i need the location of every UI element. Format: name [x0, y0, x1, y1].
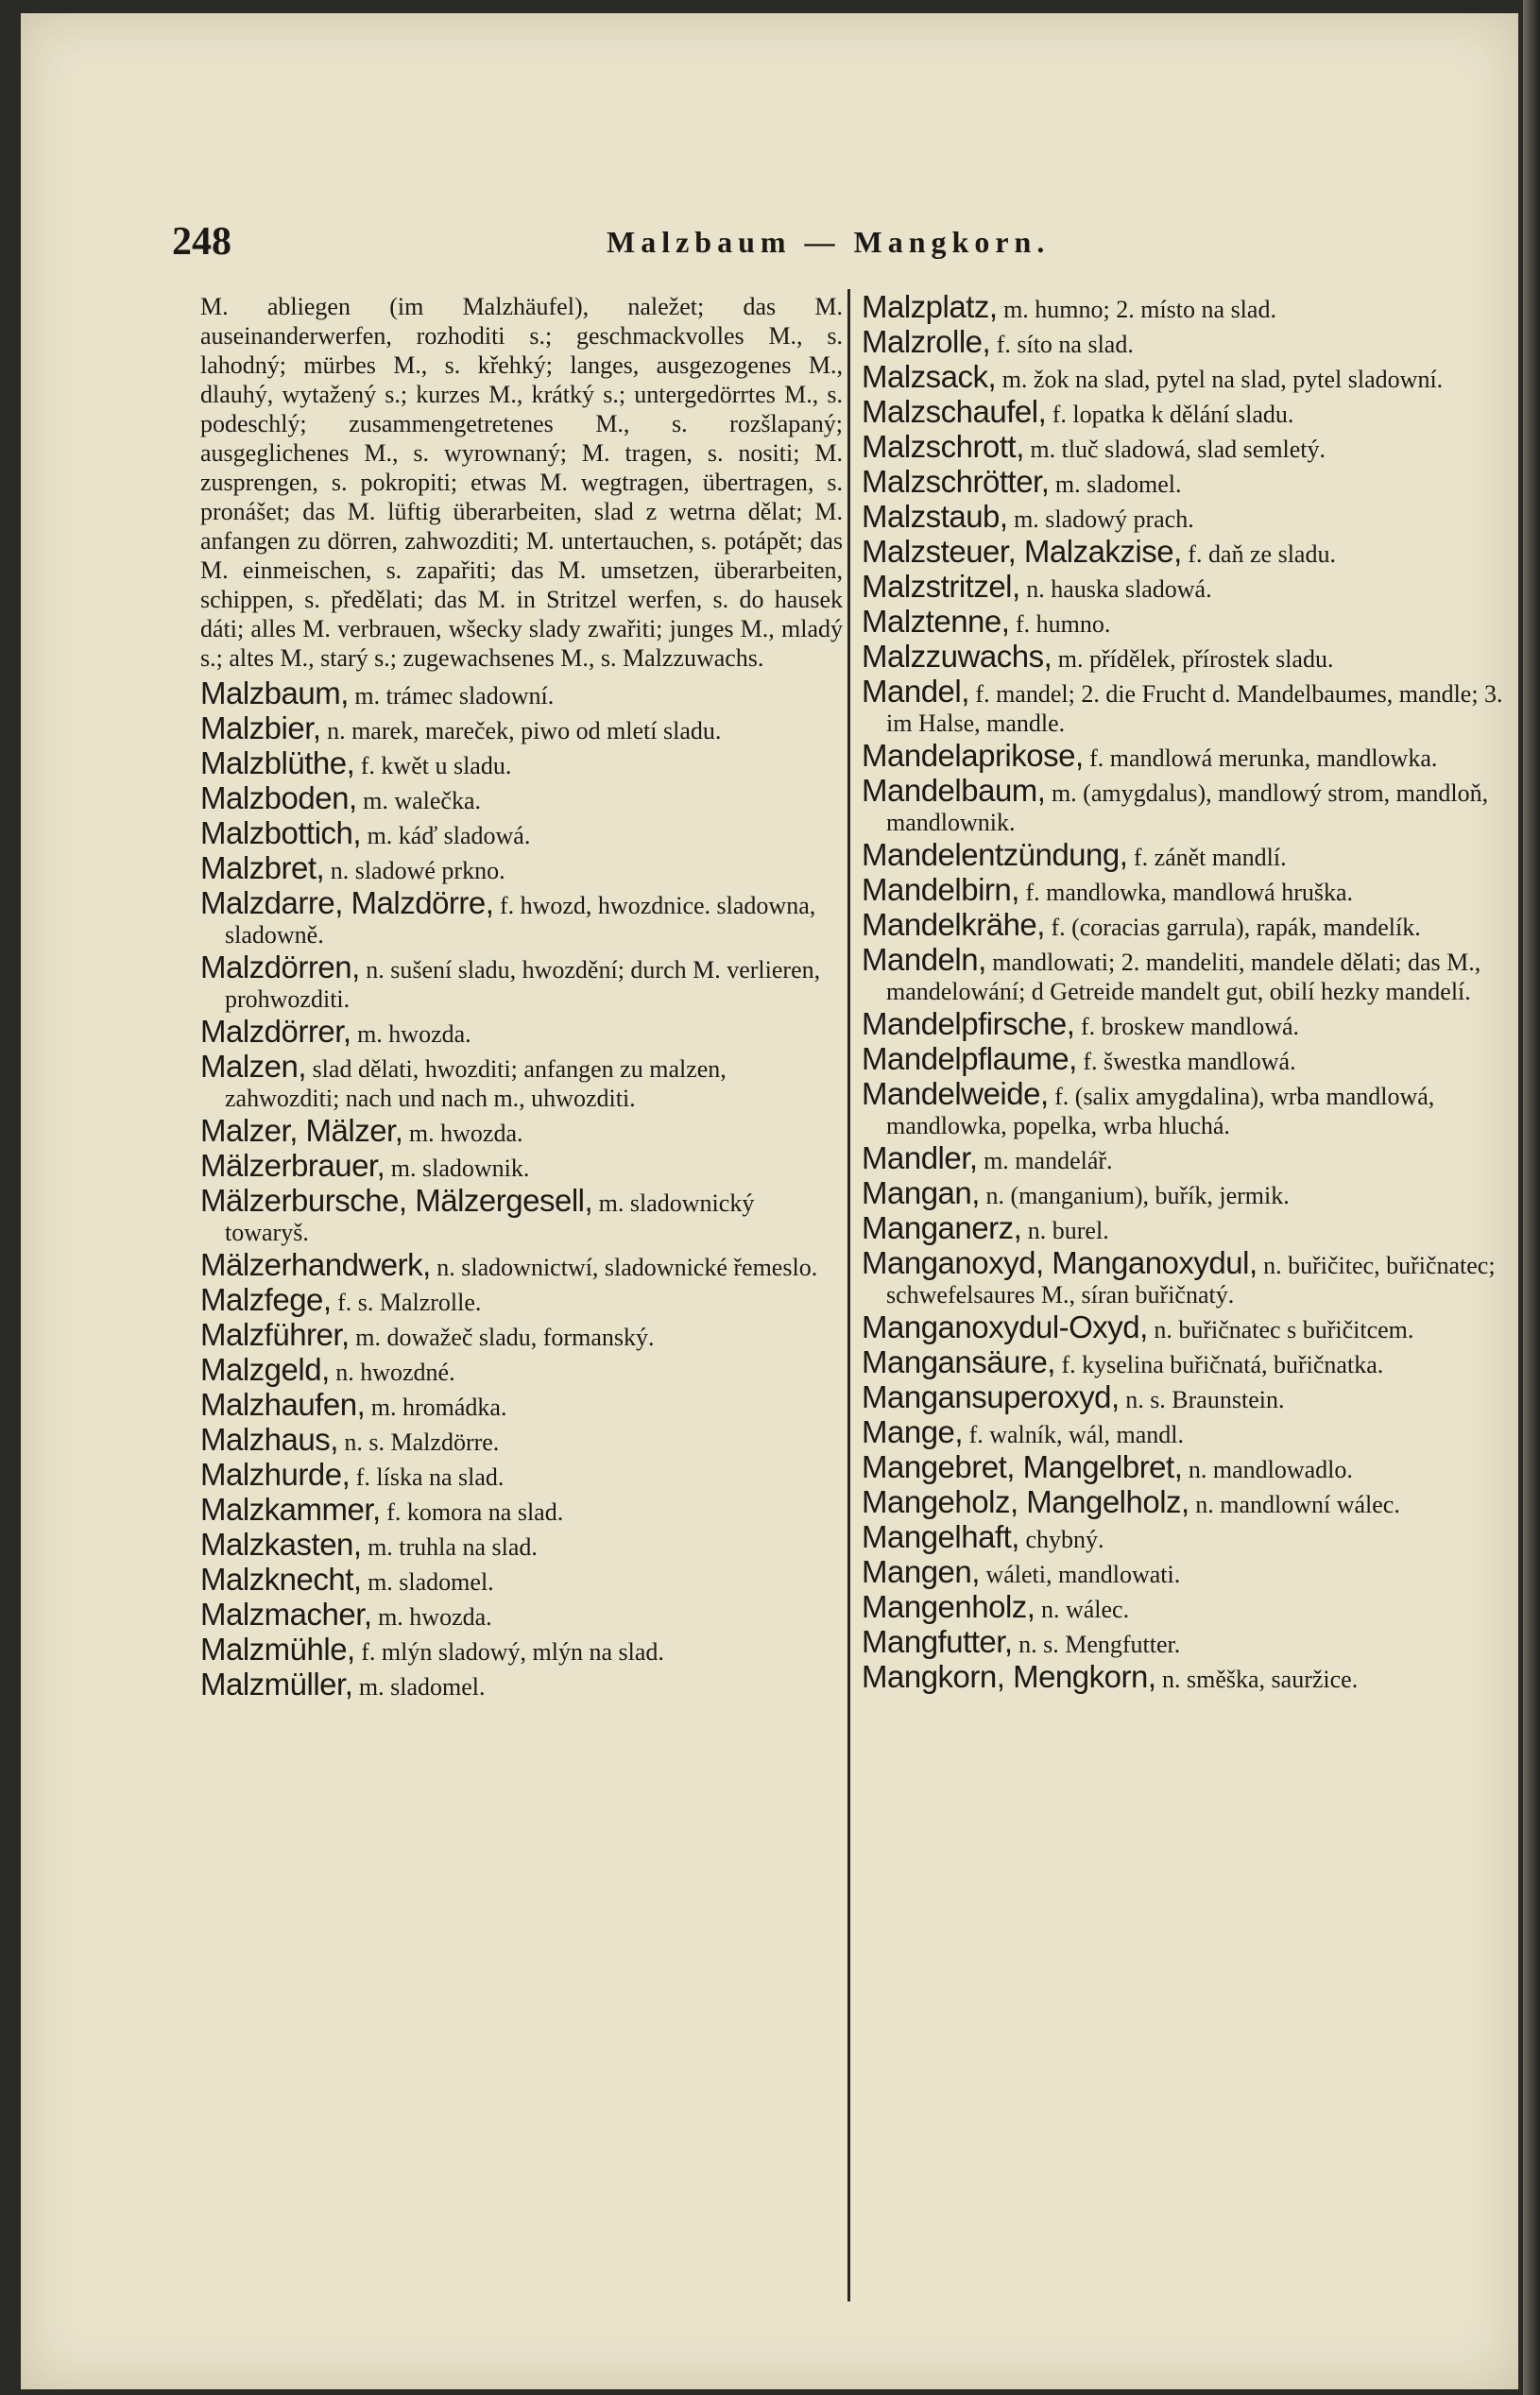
entry-definition: f. lopatka k dělání sladu. — [1052, 401, 1294, 428]
entry-definition: m. sladownický towaryš. — [225, 1189, 755, 1246]
entry-headword: Malzführer, — [200, 1317, 350, 1352]
dictionary-entry — [862, 604, 1504, 639]
dictionary-entry — [862, 872, 1504, 907]
entry-definition: n. s. Malzdörre. — [344, 1428, 500, 1456]
entry-headword: Manganoxydul-Oxyd, — [862, 1309, 1148, 1344]
dictionary-entry — [200, 850, 843, 885]
dictionary-entry — [862, 394, 1504, 429]
entry-headword: Manganerz, — [862, 1210, 1022, 1245]
dictionary-entry — [862, 1140, 1504, 1175]
entry-headword: Mangan, — [862, 1175, 980, 1210]
dictionary-entry — [200, 1282, 843, 1317]
entry-definition: f. mandel; 2. die Frucht d. Mandelbaumes, mandle; 3. im Halse, mandle. — [886, 680, 1503, 737]
entry-definition: n. směška, sauržice. — [1162, 1666, 1359, 1693]
dictionary-entry — [200, 1317, 843, 1352]
entry-headword: Mandelbaum, — [862, 773, 1046, 808]
entry-definition: slad dělati, hwozditi; anfangen zu malzen, zahwozditi; nach und nach m., uhwozditi. — [225, 1055, 727, 1112]
entry-headword: Mandeln, — [862, 942, 986, 977]
entry-definition: n. burel. — [1027, 1217, 1109, 1244]
entry-headword: Mälzerbrauer, — [200, 1148, 385, 1183]
dictionary-entry — [200, 1352, 843, 1387]
dictionary-entry — [862, 942, 1504, 1006]
dictionary-entry — [862, 324, 1504, 359]
entry-headword: Malzstaub, — [862, 499, 1008, 534]
entry-definition: m. hwozda. — [378, 1603, 492, 1631]
dictionary-entry — [862, 639, 1504, 674]
entry-definition: m. přídělek, přírostek sladu. — [1057, 645, 1334, 673]
dictionary-entry — [200, 678, 843, 710]
entry-headword: Malzmüller, — [200, 1667, 353, 1702]
entry-definition: n. sušení sladu, hwozdění; durch M. verlieren, prohwozditi. — [225, 956, 821, 1013]
entry-definition: f. líska na slad. — [355, 1463, 505, 1491]
entry-definition: f. šwestka mandlowá. — [1083, 1048, 1296, 1075]
entry-headword: Malzbret, — [200, 850, 325, 885]
entry-definition: n. s. Braunstein. — [1125, 1386, 1285, 1413]
entry-definition: m. hwozda. — [408, 1120, 523, 1147]
dictionary-entry — [200, 1634, 843, 1667]
entry-headword: Malzbier, — [200, 710, 321, 745]
entry-headword: Malzknecht, — [200, 1562, 362, 1597]
dictionary-entry — [862, 1589, 1504, 1624]
dictionary-entry — [200, 885, 843, 949]
entry-headword: Mangkorn, Mengkorn, — [862, 1659, 1156, 1694]
entry-headword: Malzschrötter, — [862, 464, 1050, 499]
entry-definition: f. (salix amygdalina), wrba mandlowá, mandlowka, popelka, wrba hluchá. — [886, 1083, 1435, 1139]
entry-definition: n. hauska sladowá. — [1026, 575, 1212, 603]
right-entry-list — [862, 289, 1504, 1694]
dictionary-entry — [862, 464, 1504, 499]
dictionary-entry — [200, 1562, 843, 1597]
entry-definition: m. trámec sladowní. — [354, 682, 555, 710]
dictionary-entry — [200, 1049, 843, 1113]
entry-definition: n. mandlowní wálec. — [1195, 1491, 1400, 1518]
dictionary-entry — [200, 1113, 843, 1148]
entry-definition: f. kwět u sladu. — [360, 752, 512, 779]
entry-definition: f. mlýn sladowý, mlýn na slad. — [361, 1638, 664, 1666]
entry-definition: m. sladownik. — [390, 1155, 530, 1182]
entry-definition: m. žok na slad, pytel na slad, pytel sladowní. — [1001, 366, 1444, 393]
entry-headword: Malzzuwachs, — [862, 639, 1052, 674]
entry-headword: Malzsteuer, Malzakzise, — [862, 534, 1182, 569]
entry-headword: Mandelaprikose, — [862, 738, 1084, 773]
entry-headword: Malzboden, — [200, 780, 357, 815]
dictionary-entry — [200, 1492, 843, 1527]
entry-definition: n. (manganium), buřík, jermik. — [985, 1182, 1290, 1209]
entry-definition: chybný. — [1025, 1526, 1104, 1553]
entry-headword: Malztenne, — [862, 604, 1010, 639]
entry-definition: n. mandlowadlo. — [1188, 1456, 1353, 1483]
dictionary-entry — [862, 1554, 1504, 1589]
dictionary-entry — [200, 780, 843, 815]
entry-headword: Malzkammer, — [200, 1492, 381, 1527]
entry-headword: Mandelbirn, — [862, 872, 1019, 907]
entry-headword: Mandelentzündung, — [862, 837, 1128, 872]
entry-definition: m. sladomel. — [1054, 470, 1182, 498]
entry-headword: Mangansäure, — [862, 1344, 1055, 1379]
entry-headword: Mandelkrähe, — [862, 907, 1045, 942]
dictionary-entry — [200, 1597, 843, 1632]
dictionary-entry — [200, 1669, 843, 1702]
page-edge — [1523, 0, 1540, 2395]
entry-headword: Manganoxyd, Manganoxydul, — [862, 1245, 1258, 1280]
entry-headword: Malzkasten, — [200, 1527, 362, 1562]
entry-headword: Malzmacher, — [200, 1597, 372, 1632]
dictionary-entry — [200, 1527, 843, 1562]
entry-headword: Malzgeld, — [200, 1352, 330, 1387]
dictionary-entry — [862, 1624, 1504, 1659]
entry-definition: m. truhla na slad. — [368, 1533, 538, 1561]
entry-headword: Malzbaum, — [200, 676, 349, 710]
dictionary-page — [21, 13, 1518, 2389]
entry-headword: Mangeholz, Mangelholz, — [862, 1484, 1189, 1519]
dictionary-entry — [862, 1484, 1504, 1519]
dictionary-entry — [200, 1247, 843, 1282]
entry-definition: m. mandelář. — [984, 1147, 1113, 1174]
entry-definition: f. hwozd, hwozdnice. sladowna, sladowně. — [225, 892, 816, 949]
dictionary-entry — [862, 1076, 1504, 1140]
entry-definition: f. daň ze sladu. — [1188, 540, 1336, 568]
dictionary-entry — [200, 1457, 843, 1492]
dictionary-entry — [862, 1210, 1504, 1245]
entry-definition: m. walečka. — [363, 787, 481, 814]
entry-definition: f. broskew mandlowá. — [1080, 1013, 1300, 1040]
continued-entry-text: M. abliegen (im Malzhäufel), naležet; das M. auseinanderwerfen, rozhoditi s.; geschmackvolles M., s. lahodný; mürbes M., s. křehký; langes, ausgezogenes M., dlauhý, wytažený s.; kurzes M., krátký s.; untergedörrtes M., s. podeschlý; zusammengetretenes M., s. rozšlapaný; ausgeglichenes M., s. wyrownaný; M. tragen, s. nositi; M. zusprengen, s. pokropiti; etwas M. wegtragen, übertragen, s. pronášet; das M. lüftig überarbeiten, slad z wetrna dělat; M. anfangen zu dörren, zahwozditi; M. untertauchen, s. potápět; das M. einmeischen, s. zapařiti; das M. umsetzen, überarbeiten, schippen, s. předělati; das M. in Stritzel werfen, s. do hausek dáti; alles M. verbrauen, wšecky slady zwařiti; junges M., mladý s.; altes M., starý s.; zugewachsenes M., s. Malzzuwachs. — [200, 293, 843, 672]
entry-definition: f. walník, wál, mandl. — [968, 1421, 1185, 1448]
entry-headword: Malzblüthe, — [200, 745, 355, 780]
entry-headword: Malzhurde, — [200, 1457, 351, 1492]
running-title: Malzbaum — Mangkorn. — [607, 225, 1051, 259]
entry-definition: f. zánět mandlí. — [1133, 844, 1287, 871]
dictionary-entry — [200, 949, 843, 1014]
dictionary-entry — [200, 1387, 843, 1422]
entry-headword: Mälzerhandwerk, — [200, 1247, 431, 1282]
entry-definition: f. s. Malzrolle. — [337, 1289, 482, 1316]
entry-headword: Mandler, — [862, 1140, 978, 1175]
entry-headword: Malzmühle, — [200, 1632, 355, 1667]
entry-headword: Malzhaus, — [200, 1422, 338, 1457]
entry-headword: Mälzerbursche, Mälzergesell, — [200, 1183, 593, 1218]
page-number: 248 — [172, 220, 231, 264]
dictionary-entry — [200, 1148, 843, 1183]
entry-headword: Malzschrott, — [862, 429, 1024, 464]
entry-headword: Malzbottich, — [200, 815, 362, 850]
dictionary-entry — [862, 1041, 1504, 1076]
dictionary-entry — [200, 710, 843, 745]
entry-headword: Malzfege, — [200, 1282, 332, 1317]
entry-definition: n. sladownictwí, sladownické řemeslo. — [436, 1254, 818, 1281]
dictionary-entry — [200, 1014, 843, 1049]
dictionary-entry — [862, 499, 1504, 534]
entry-headword: Malzdarre, Malzdörre, — [200, 885, 494, 920]
dictionary-entry — [862, 837, 1504, 872]
entry-definition: m. sladomel. — [368, 1568, 494, 1596]
dictionary-entry — [862, 1659, 1504, 1694]
dictionary-entry — [862, 1344, 1504, 1379]
entry-definition: f. kyselina buřičnatá, buřičnatka. — [1061, 1351, 1384, 1378]
entry-definition: f. mandlowka, mandlowá hruška. — [1025, 879, 1354, 906]
dictionary-entry — [862, 289, 1504, 324]
entry-headword: Malzdörren, — [200, 949, 360, 984]
entry-definition: mandlowati; 2. mandeliti, mandele dělati; das M., mandelowání; d Getreide mandelt gut, obilí hezky mandelí. — [886, 949, 1481, 1005]
dictionary-entry — [862, 534, 1504, 569]
entry-headword: Malzen, — [200, 1049, 307, 1084]
entry-headword: Mangfutter, — [862, 1624, 1013, 1659]
entry-headword: Mangansuperoxyd, — [862, 1379, 1120, 1414]
page-header — [172, 219, 1400, 276]
entry-definition: n. sladowé prkno. — [330, 857, 505, 884]
dictionary-entry — [200, 745, 843, 780]
entry-definition: m. dowažeč sladu, formanský. — [355, 1324, 655, 1351]
dictionary-entry — [200, 1183, 843, 1247]
entry-definition: n. wálec. — [1040, 1596, 1130, 1623]
dictionary-entry — [200, 815, 843, 850]
dictionary-entry — [862, 907, 1504, 942]
left-entry-list — [200, 678, 843, 1702]
dictionary-entry — [862, 569, 1504, 604]
entry-definition: m. humno; 2. místo na slad. — [1003, 296, 1276, 323]
dictionary-entry — [862, 676, 1504, 738]
dictionary-entry — [862, 1519, 1504, 1554]
entry-definition: m. sladomel. — [358, 1673, 486, 1701]
left-column — [200, 292, 843, 1704]
entry-headword: Malzdörrer, — [200, 1014, 351, 1049]
entry-headword: Mangen, — [862, 1554, 980, 1589]
entry-headword: Malzplatz, — [862, 289, 998, 324]
entry-definition: f. mandlowá merunka, mandlowka. — [1089, 744, 1438, 772]
entry-definition: n. s. Mengfutter. — [1018, 1631, 1181, 1658]
right-column — [862, 289, 1504, 1697]
entry-definition: f. (coracias garrula), rapák, mandelík. — [1051, 914, 1421, 941]
entry-definition: n. marek, mareček, piwo od mletí sladu. — [327, 717, 722, 744]
dictionary-entry — [862, 1449, 1504, 1484]
dictionary-entry — [862, 359, 1504, 394]
entry-definition: m. (amygdalus), mandlowý strom, mandloň, mandlownik. — [886, 779, 1489, 836]
dictionary-entry — [862, 738, 1504, 773]
entry-headword: Mandel, — [862, 674, 969, 709]
entry-definition: f. komora na slad. — [386, 1498, 564, 1526]
dictionary-entry — [862, 773, 1504, 837]
entry-headword: Malzschaufel, — [862, 394, 1047, 429]
entry-headword: Mange, — [862, 1414, 964, 1449]
entry-definition: n. buřičitec, buřičnatec; schwefelsaures M., síran buřičnatý. — [886, 1252, 1496, 1309]
dictionary-entry — [862, 1414, 1504, 1449]
entry-definition: n. hwozdné. — [335, 1359, 455, 1386]
dictionary-entry — [862, 1006, 1504, 1041]
entry-headword: Malzstritzel, — [862, 569, 1020, 604]
dictionary-entry — [200, 1422, 843, 1457]
entry-definition: n. buřičnatec s buřičitcem. — [1154, 1316, 1414, 1343]
column-divider — [847, 289, 850, 2301]
entry-headword: Malzhaufen, — [200, 1387, 366, 1422]
dictionary-entry — [862, 1309, 1504, 1344]
entry-definition: m. tluč sladowá, slad semletý. — [1030, 436, 1326, 463]
entry-headword: Mandelweide, — [862, 1076, 1049, 1111]
dictionary-entry — [862, 1245, 1504, 1309]
entry-headword: Mangelhaft, — [862, 1519, 1019, 1554]
entry-headword: Mandelpfirsche, — [862, 1006, 1075, 1041]
entry-definition: m. hromádka. — [370, 1394, 507, 1421]
entry-definition: wáleti, mandlowati. — [985, 1561, 1181, 1588]
entry-headword: Malzrolle, — [862, 324, 991, 359]
entry-definition: m. sladowý prach. — [1014, 505, 1194, 533]
entry-definition: m. káď sladowá. — [367, 822, 531, 849]
entry-definition: f. humno. — [1015, 610, 1111, 638]
dictionary-entry — [862, 429, 1504, 464]
entry-definition: f. síto na slad. — [996, 331, 1134, 358]
entry-headword: Malzer, Mälzer, — [200, 1113, 403, 1148]
entry-definition: m. hwozda. — [357, 1020, 471, 1048]
entry-headword: Mangenholz, — [862, 1589, 1035, 1624]
entry-headword: Malzsack, — [862, 359, 997, 394]
dictionary-entry — [862, 1379, 1504, 1414]
entry-headword: Mandelpflaume, — [862, 1041, 1077, 1076]
dictionary-entry — [862, 1175, 1504, 1210]
entry-headword: Mangebret, Mangelbret, — [862, 1449, 1183, 1484]
